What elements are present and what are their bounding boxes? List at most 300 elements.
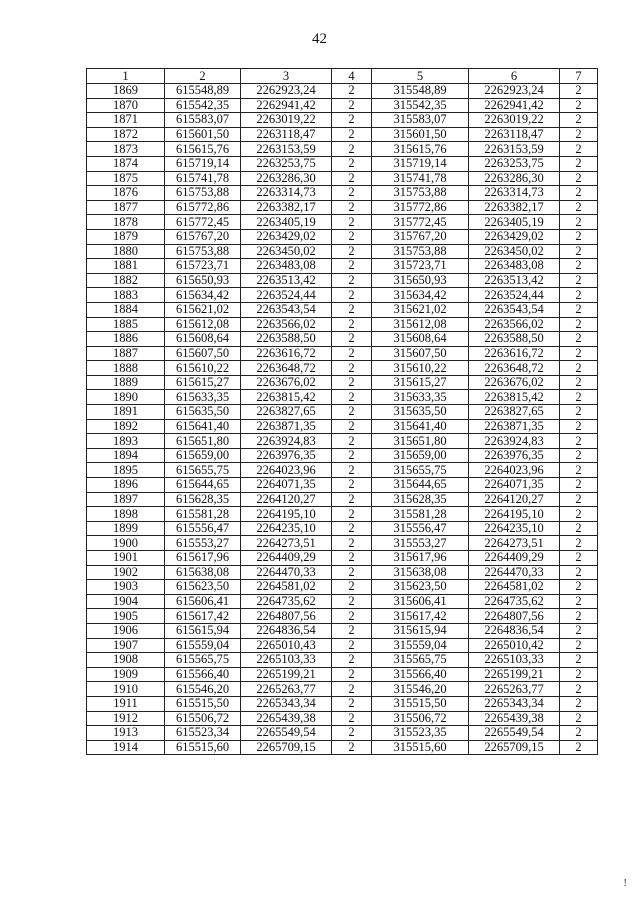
x-coordinate-alt-cell: 315607,50 — [372, 346, 469, 361]
x-coordinate-alt-cell: 315719,14 — [372, 156, 469, 171]
x-coordinate-alt-cell: 315741,78 — [372, 171, 469, 186]
code-cell: 2 — [332, 565, 372, 580]
point-number-cell: 1897 — [87, 492, 165, 507]
x-coordinate-cell: 615659,00 — [165, 448, 241, 463]
x-coordinate-cell: 615655,75 — [165, 463, 241, 478]
table-row — [87, 609, 598, 624]
column-header: 3 — [241, 69, 332, 84]
point-number-cell: 1876 — [87, 186, 165, 201]
point-number-cell: 1879 — [87, 229, 165, 244]
y-coordinate-alt-cell: 2263450,02 — [469, 244, 560, 259]
table-row — [87, 186, 598, 201]
point-number-cell: 1905 — [87, 609, 165, 624]
point-number-cell: 1891 — [87, 405, 165, 420]
x-coordinate-cell: 615610,22 — [165, 361, 241, 376]
x-coordinate-alt-cell: 315753,88 — [372, 244, 469, 259]
point-number-cell: 1909 — [87, 667, 165, 682]
x-coordinate-cell: 615772,86 — [165, 200, 241, 215]
y-coordinate-cell: 2265709,15 — [241, 740, 332, 755]
y-coordinate-cell: 2262941,42 — [241, 98, 332, 113]
x-coordinate-cell: 615581,28 — [165, 507, 241, 522]
table-row — [87, 740, 598, 755]
y-coordinate-alt-cell: 2262923,24 — [469, 84, 560, 99]
x-coordinate-cell: 615566,40 — [165, 667, 241, 682]
table-row — [87, 521, 598, 536]
table-row — [87, 551, 598, 566]
x-coordinate-alt-cell: 315633,35 — [372, 390, 469, 405]
y-coordinate-alt-cell: 2263286,30 — [469, 171, 560, 186]
table-row — [87, 507, 598, 522]
code-alt-cell: 2 — [560, 200, 598, 215]
point-number-cell: 1883 — [87, 288, 165, 303]
column-header: 1 — [87, 69, 165, 84]
code-cell: 2 — [332, 186, 372, 201]
table-row — [87, 653, 598, 668]
table-row — [87, 302, 598, 317]
y-coordinate-cell: 2263483,08 — [241, 259, 332, 274]
header-row — [87, 69, 598, 84]
table-row — [87, 565, 598, 580]
y-coordinate-alt-cell: 2264023,96 — [469, 463, 560, 478]
x-coordinate-cell: 615606,41 — [165, 594, 241, 609]
code-alt-cell: 2 — [560, 434, 598, 449]
x-coordinate-alt-cell: 315581,28 — [372, 507, 469, 522]
y-coordinate-cell: 2263827,65 — [241, 405, 332, 420]
code-cell: 2 — [332, 113, 372, 128]
code-alt-cell: 2 — [560, 229, 598, 244]
code-cell: 2 — [332, 346, 372, 361]
code-cell: 2 — [332, 259, 372, 274]
code-alt-cell: 2 — [560, 594, 598, 609]
x-coordinate-alt-cell: 315635,50 — [372, 405, 469, 420]
x-coordinate-cell: 615523,34 — [165, 726, 241, 741]
code-cell: 2 — [332, 696, 372, 711]
x-coordinate-cell: 615638,08 — [165, 565, 241, 580]
code-alt-cell: 2 — [560, 536, 598, 551]
code-cell: 2 — [332, 667, 372, 682]
table-row — [87, 405, 598, 420]
point-number-cell: 1874 — [87, 156, 165, 171]
y-coordinate-cell: 2263019,22 — [241, 113, 332, 128]
point-number-cell: 1882 — [87, 273, 165, 288]
code-cell: 2 — [332, 653, 372, 668]
code-cell: 2 — [332, 580, 372, 595]
code-alt-cell: 2 — [560, 375, 598, 390]
code-cell: 2 — [332, 302, 372, 317]
point-number-cell: 1881 — [87, 259, 165, 274]
x-coordinate-cell: 615719,14 — [165, 156, 241, 171]
y-coordinate-cell: 2264581,02 — [241, 580, 332, 595]
y-coordinate-cell: 2265549,54 — [241, 726, 332, 741]
x-coordinate-cell: 615565,75 — [165, 653, 241, 668]
table-row — [87, 492, 598, 507]
y-coordinate-alt-cell: 2263616,72 — [469, 346, 560, 361]
point-number-cell: 1913 — [87, 726, 165, 741]
x-coordinate-alt-cell: 315546,20 — [372, 682, 469, 697]
code-alt-cell: 2 — [560, 667, 598, 682]
table-row — [87, 171, 598, 186]
y-coordinate-cell: 2264836,54 — [241, 623, 332, 638]
x-coordinate-cell: 615753,88 — [165, 186, 241, 201]
y-coordinate-cell: 2263513,42 — [241, 273, 332, 288]
code-alt-cell: 2 — [560, 244, 598, 259]
code-cell: 2 — [332, 171, 372, 186]
x-coordinate-alt-cell: 315542,35 — [372, 98, 469, 113]
code-cell: 2 — [332, 638, 372, 653]
x-coordinate-alt-cell: 315506,72 — [372, 711, 469, 726]
x-coordinate-cell: 615617,96 — [165, 551, 241, 566]
code-alt-cell: 2 — [560, 682, 598, 697]
table-row — [87, 580, 598, 595]
x-coordinate-cell: 615753,88 — [165, 244, 241, 259]
x-coordinate-cell: 615615,94 — [165, 623, 241, 638]
table-row — [87, 84, 598, 99]
y-coordinate-alt-cell: 2264235,10 — [469, 521, 560, 536]
x-coordinate-alt-cell: 315515,50 — [372, 696, 469, 711]
x-coordinate-alt-cell: 315556,47 — [372, 521, 469, 536]
point-number-cell: 1873 — [87, 142, 165, 157]
table-row — [87, 375, 598, 390]
point-number-cell: 1911 — [87, 696, 165, 711]
point-number-cell: 1899 — [87, 521, 165, 536]
x-coordinate-cell: 615635,50 — [165, 405, 241, 420]
y-coordinate-alt-cell: 2263483,08 — [469, 259, 560, 274]
y-coordinate-cell: 2263566,02 — [241, 317, 332, 332]
code-alt-cell: 2 — [560, 288, 598, 303]
code-cell: 2 — [332, 726, 372, 741]
table-row — [87, 448, 598, 463]
y-coordinate-cell: 2264195,10 — [241, 507, 332, 522]
code-alt-cell: 2 — [560, 113, 598, 128]
x-coordinate-alt-cell: 315638,08 — [372, 565, 469, 580]
code-alt-cell: 2 — [560, 156, 598, 171]
table-row — [87, 332, 598, 347]
x-coordinate-cell: 615623,50 — [165, 580, 241, 595]
x-coordinate-cell: 615548,89 — [165, 84, 241, 99]
table-row — [87, 244, 598, 259]
y-coordinate-alt-cell: 2263405,19 — [469, 215, 560, 230]
code-alt-cell: 2 — [560, 84, 598, 99]
x-coordinate-alt-cell: 315515,60 — [372, 740, 469, 755]
x-coordinate-cell: 615621,02 — [165, 302, 241, 317]
point-number-cell: 1875 — [87, 171, 165, 186]
y-coordinate-cell: 2263286,30 — [241, 171, 332, 186]
x-coordinate-cell: 615553,27 — [165, 536, 241, 551]
point-number-cell: 1912 — [87, 711, 165, 726]
x-coordinate-alt-cell: 315634,42 — [372, 288, 469, 303]
table-row — [87, 638, 598, 653]
point-number-cell: 1887 — [87, 346, 165, 361]
code-alt-cell: 2 — [560, 405, 598, 420]
point-number-cell: 1904 — [87, 594, 165, 609]
table-row — [87, 696, 598, 711]
point-number-cell: 1914 — [87, 740, 165, 755]
y-coordinate-alt-cell: 2264409,29 — [469, 551, 560, 566]
code-alt-cell: 2 — [560, 390, 598, 405]
y-coordinate-alt-cell: 2265343,34 — [469, 696, 560, 711]
code-alt-cell: 2 — [560, 551, 598, 566]
x-coordinate-alt-cell: 315610,22 — [372, 361, 469, 376]
code-alt-cell: 2 — [560, 726, 598, 741]
point-number-cell: 1871 — [87, 113, 165, 128]
code-alt-cell: 2 — [560, 259, 598, 274]
code-cell: 2 — [332, 463, 372, 478]
y-coordinate-cell: 2264023,96 — [241, 463, 332, 478]
code-alt-cell: 2 — [560, 609, 598, 624]
code-cell: 2 — [332, 448, 372, 463]
y-coordinate-cell: 2264120,27 — [241, 492, 332, 507]
x-coordinate-cell: 615601,50 — [165, 127, 241, 142]
code-alt-cell: 2 — [560, 711, 598, 726]
point-number-cell: 1903 — [87, 580, 165, 595]
code-alt-cell: 2 — [560, 507, 598, 522]
table-row — [87, 667, 598, 682]
point-number-cell: 1894 — [87, 448, 165, 463]
y-coordinate-cell: 2262923,24 — [241, 84, 332, 99]
code-alt-cell: 2 — [560, 302, 598, 317]
y-coordinate-cell: 2264735,62 — [241, 594, 332, 609]
code-alt-cell: 2 — [560, 478, 598, 493]
point-number-cell: 1877 — [87, 200, 165, 215]
x-coordinate-cell: 615607,50 — [165, 346, 241, 361]
edge-mark: ! — [623, 877, 627, 889]
table-row — [87, 98, 598, 113]
y-coordinate-cell: 2265199,21 — [241, 667, 332, 682]
x-coordinate-cell: 615634,42 — [165, 288, 241, 303]
x-coordinate-alt-cell: 315617,42 — [372, 609, 469, 624]
x-coordinate-cell: 615615,27 — [165, 375, 241, 390]
code-alt-cell: 2 — [560, 346, 598, 361]
x-coordinate-alt-cell: 315772,86 — [372, 200, 469, 215]
y-coordinate-alt-cell: 2264581,02 — [469, 580, 560, 595]
code-cell: 2 — [332, 361, 372, 376]
x-coordinate-cell: 615772,45 — [165, 215, 241, 230]
y-coordinate-alt-cell: 2263524,44 — [469, 288, 560, 303]
x-coordinate-alt-cell: 315659,00 — [372, 448, 469, 463]
x-coordinate-cell: 615723,71 — [165, 259, 241, 274]
code-alt-cell: 2 — [560, 317, 598, 332]
point-number-cell: 1893 — [87, 434, 165, 449]
y-coordinate-alt-cell: 2263253,75 — [469, 156, 560, 171]
coordinates-table — [86, 68, 598, 755]
point-number-cell: 1907 — [87, 638, 165, 653]
y-coordinate-alt-cell: 2263429,02 — [469, 229, 560, 244]
x-coordinate-cell: 615612,08 — [165, 317, 241, 332]
table-row — [87, 288, 598, 303]
x-coordinate-alt-cell: 315615,76 — [372, 142, 469, 157]
table-row — [87, 229, 598, 244]
code-cell: 2 — [332, 332, 372, 347]
page-number: 42 — [312, 31, 327, 47]
table-row — [87, 434, 598, 449]
code-cell: 2 — [332, 98, 372, 113]
y-coordinate-cell: 2263676,02 — [241, 375, 332, 390]
x-coordinate-alt-cell: 315615,27 — [372, 375, 469, 390]
code-alt-cell: 2 — [560, 521, 598, 536]
point-number-cell: 1910 — [87, 682, 165, 697]
y-coordinate-cell: 2263815,42 — [241, 390, 332, 405]
x-coordinate-cell: 615559,04 — [165, 638, 241, 653]
column-header: 6 — [469, 69, 560, 84]
point-number-cell: 1870 — [87, 98, 165, 113]
y-coordinate-cell: 2263429,02 — [241, 229, 332, 244]
code-alt-cell: 2 — [560, 142, 598, 157]
x-coordinate-cell: 615644,65 — [165, 478, 241, 493]
y-coordinate-alt-cell: 2264071,35 — [469, 478, 560, 493]
code-cell: 2 — [332, 229, 372, 244]
y-coordinate-alt-cell: 2263566,02 — [469, 317, 560, 332]
x-coordinate-alt-cell: 315612,08 — [372, 317, 469, 332]
y-coordinate-cell: 2265103,33 — [241, 653, 332, 668]
table-row — [87, 200, 598, 215]
x-coordinate-alt-cell: 315772,45 — [372, 215, 469, 230]
point-number-cell: 1890 — [87, 390, 165, 405]
code-alt-cell: 2 — [560, 565, 598, 580]
y-coordinate-alt-cell: 2263676,02 — [469, 375, 560, 390]
y-coordinate-cell: 2265439,38 — [241, 711, 332, 726]
code-cell: 2 — [332, 215, 372, 230]
code-alt-cell: 2 — [560, 623, 598, 638]
code-cell: 2 — [332, 200, 372, 215]
x-coordinate-alt-cell: 315608,64 — [372, 332, 469, 347]
point-number-cell: 1872 — [87, 127, 165, 142]
y-coordinate-cell: 2263450,02 — [241, 244, 332, 259]
y-coordinate-cell: 2263543,54 — [241, 302, 332, 317]
code-alt-cell: 2 — [560, 361, 598, 376]
table-row — [87, 682, 598, 697]
table-row — [87, 726, 598, 741]
table-row — [87, 711, 598, 726]
point-number-cell: 1900 — [87, 536, 165, 551]
x-coordinate-alt-cell: 315723,71 — [372, 259, 469, 274]
y-coordinate-alt-cell: 2265709,15 — [469, 740, 560, 755]
y-coordinate-alt-cell: 2264273,51 — [469, 536, 560, 551]
code-alt-cell: 2 — [560, 492, 598, 507]
x-coordinate-cell: 615515,50 — [165, 696, 241, 711]
x-coordinate-alt-cell: 315623,50 — [372, 580, 469, 595]
code-alt-cell: 2 — [560, 215, 598, 230]
table-row — [87, 536, 598, 551]
column-header: 5 — [372, 69, 469, 84]
point-number-cell: 1901 — [87, 551, 165, 566]
table-row — [87, 142, 598, 157]
table-row — [87, 463, 598, 478]
x-coordinate-alt-cell: 315621,02 — [372, 302, 469, 317]
code-cell: 2 — [332, 273, 372, 288]
x-coordinate-cell: 615546,20 — [165, 682, 241, 697]
y-coordinate-cell: 2265263,77 — [241, 682, 332, 697]
y-coordinate-alt-cell: 2262941,42 — [469, 98, 560, 113]
code-alt-cell: 2 — [560, 448, 598, 463]
y-coordinate-cell: 2264235,10 — [241, 521, 332, 536]
code-cell: 2 — [332, 478, 372, 493]
x-coordinate-cell: 615617,42 — [165, 609, 241, 624]
table-row — [87, 478, 598, 493]
x-coordinate-cell: 615741,78 — [165, 171, 241, 186]
column-header: 7 — [560, 69, 598, 84]
code-cell: 2 — [332, 682, 372, 697]
code-alt-cell: 2 — [560, 332, 598, 347]
code-cell: 2 — [332, 317, 372, 332]
y-coordinate-cell: 2264470,33 — [241, 565, 332, 580]
point-number-cell: 1869 — [87, 84, 165, 99]
y-coordinate-alt-cell: 2263153,59 — [469, 142, 560, 157]
y-coordinate-alt-cell: 2263871,35 — [469, 419, 560, 434]
code-cell: 2 — [332, 84, 372, 99]
x-coordinate-cell: 615651,80 — [165, 434, 241, 449]
y-coordinate-cell: 2263588,50 — [241, 332, 332, 347]
code-alt-cell: 2 — [560, 463, 598, 478]
table-row — [87, 127, 598, 142]
code-alt-cell: 2 — [560, 186, 598, 201]
code-alt-cell: 2 — [560, 740, 598, 755]
x-coordinate-alt-cell: 315651,80 — [372, 434, 469, 449]
code-cell: 2 — [332, 623, 372, 638]
table-row — [87, 623, 598, 638]
code-cell: 2 — [332, 594, 372, 609]
point-number-cell: 1902 — [87, 565, 165, 580]
y-coordinate-cell: 2264071,35 — [241, 478, 332, 493]
code-cell: 2 — [332, 156, 372, 171]
point-number-cell: 1880 — [87, 244, 165, 259]
code-cell: 2 — [332, 375, 372, 390]
table-row — [87, 346, 598, 361]
x-coordinate-cell: 615556,47 — [165, 521, 241, 536]
code-cell: 2 — [332, 507, 372, 522]
y-coordinate-alt-cell: 2265549,54 — [469, 726, 560, 741]
y-coordinate-cell: 2263118,47 — [241, 127, 332, 142]
table-row — [87, 419, 598, 434]
y-coordinate-alt-cell: 2263382,17 — [469, 200, 560, 215]
code-cell: 2 — [332, 390, 372, 405]
y-coordinate-alt-cell: 2263815,42 — [469, 390, 560, 405]
y-coordinate-alt-cell: 2263019,22 — [469, 113, 560, 128]
code-alt-cell: 2 — [560, 273, 598, 288]
code-cell: 2 — [332, 288, 372, 303]
code-cell: 2 — [332, 536, 372, 551]
y-coordinate-cell: 2265343,34 — [241, 696, 332, 711]
y-coordinate-alt-cell: 2265439,38 — [469, 711, 560, 726]
code-cell: 2 — [332, 419, 372, 434]
code-cell: 2 — [332, 127, 372, 142]
y-coordinate-cell: 2264409,29 — [241, 551, 332, 566]
table-header — [87, 69, 598, 84]
y-coordinate-alt-cell: 2265263,77 — [469, 682, 560, 697]
x-coordinate-alt-cell: 315565,75 — [372, 653, 469, 668]
x-coordinate-alt-cell: 315606,41 — [372, 594, 469, 609]
point-number-cell: 1886 — [87, 332, 165, 347]
point-number-cell: 1892 — [87, 419, 165, 434]
table-row — [87, 361, 598, 376]
table-row — [87, 594, 598, 609]
code-cell: 2 — [332, 711, 372, 726]
code-alt-cell: 2 — [560, 98, 598, 113]
point-number-cell: 1896 — [87, 478, 165, 493]
code-cell: 2 — [332, 609, 372, 624]
code-alt-cell: 2 — [560, 127, 598, 142]
x-coordinate-cell: 615650,93 — [165, 273, 241, 288]
y-coordinate-alt-cell: 2264195,10 — [469, 507, 560, 522]
point-number-cell: 1888 — [87, 361, 165, 376]
code-cell: 2 — [332, 142, 372, 157]
point-number-cell: 1884 — [87, 302, 165, 317]
code-alt-cell: 2 — [560, 696, 598, 711]
x-coordinate-cell: 615641,40 — [165, 419, 241, 434]
table-row — [87, 390, 598, 405]
y-coordinate-alt-cell: 2263314,73 — [469, 186, 560, 201]
x-coordinate-cell: 615608,64 — [165, 332, 241, 347]
code-cell: 2 — [332, 244, 372, 259]
